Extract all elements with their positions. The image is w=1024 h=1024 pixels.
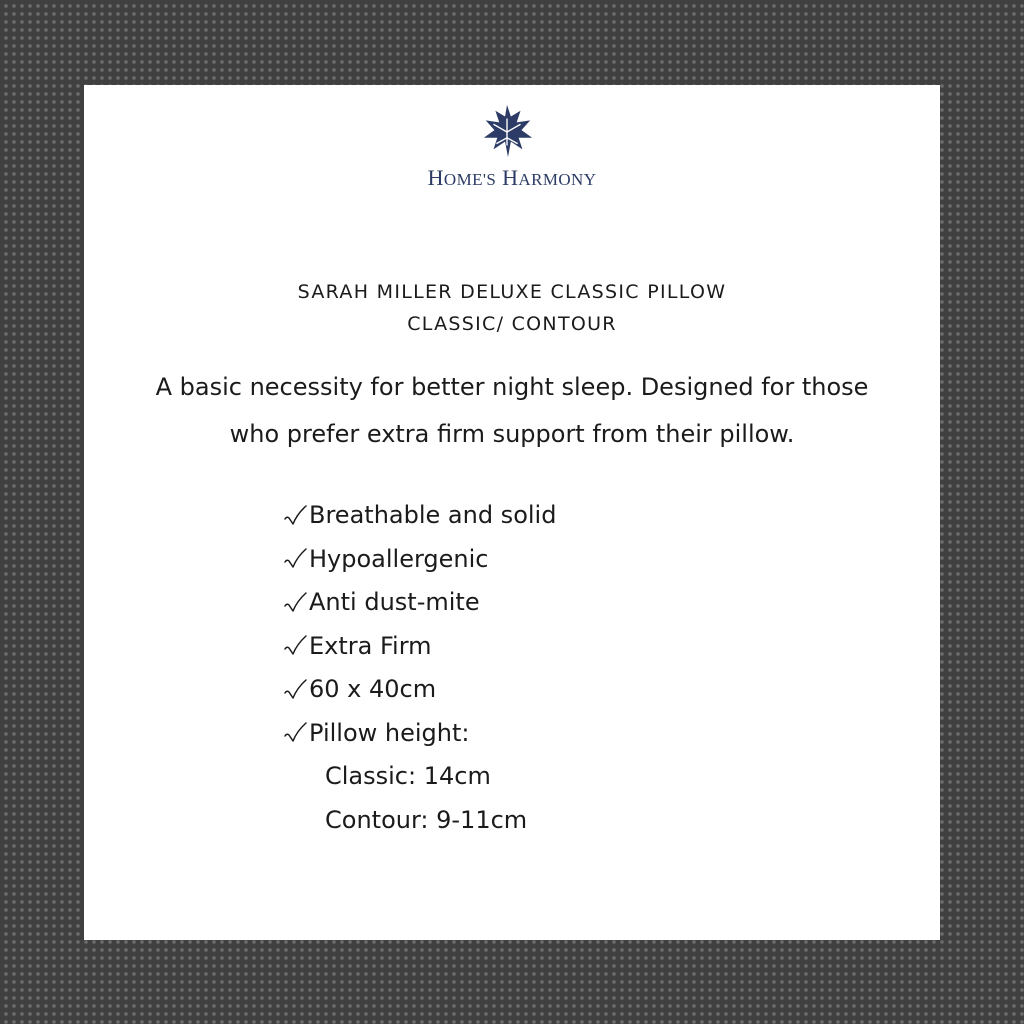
product-card (84, 85, 940, 940)
feature-item (282, 494, 556, 538)
check-mark-icon (282, 633, 308, 659)
feature-label: Anti dust-mite (309, 588, 480, 616)
brand-rest-2: ARMONY (518, 170, 597, 189)
product-title (84, 276, 940, 340)
feature-item (282, 581, 556, 625)
feature-label: Extra Firm (309, 631, 432, 660)
feature-label: Breathable and solid (309, 501, 557, 529)
height-detail-contour: Contour: 9-11cm (325, 805, 528, 834)
feature-item (282, 712, 556, 756)
feature-label: 60 x 40cm (309, 675, 437, 703)
product-name: SARAH MILLER DELUXE CLASSIC PILLOW (297, 281, 727, 303)
description-line-2: who prefer extra firm support from their pillow. (229, 420, 795, 448)
check-mark-icon (282, 590, 308, 616)
check-mark-icon (282, 677, 308, 703)
maple-leaf-icon (478, 103, 536, 161)
feature-item (282, 538, 556, 582)
brand-initial-1: H (427, 165, 444, 190)
brand-initial-2: H (502, 165, 519, 190)
height-detail (282, 799, 556, 843)
height-detail (282, 755, 556, 799)
feature-item (282, 625, 556, 669)
description-line-1: A basic necessity for better night sleep. Designed for those (155, 373, 869, 401)
feature-list (282, 494, 556, 842)
feature-item (282, 668, 556, 712)
check-mark-icon (282, 546, 308, 572)
check-mark-icon (282, 503, 308, 529)
product-variants: CLASSIC/ CONTOUR (407, 313, 617, 335)
check-mark-icon (282, 720, 308, 746)
brand-rest-1: OME'S (443, 170, 497, 189)
product-description (84, 364, 940, 458)
feature-label: Pillow height: (309, 718, 470, 747)
height-detail-classic: Classic: 14cm (325, 762, 491, 790)
brand-name (84, 165, 940, 191)
feature-label: Hypoallergenic (309, 544, 489, 573)
